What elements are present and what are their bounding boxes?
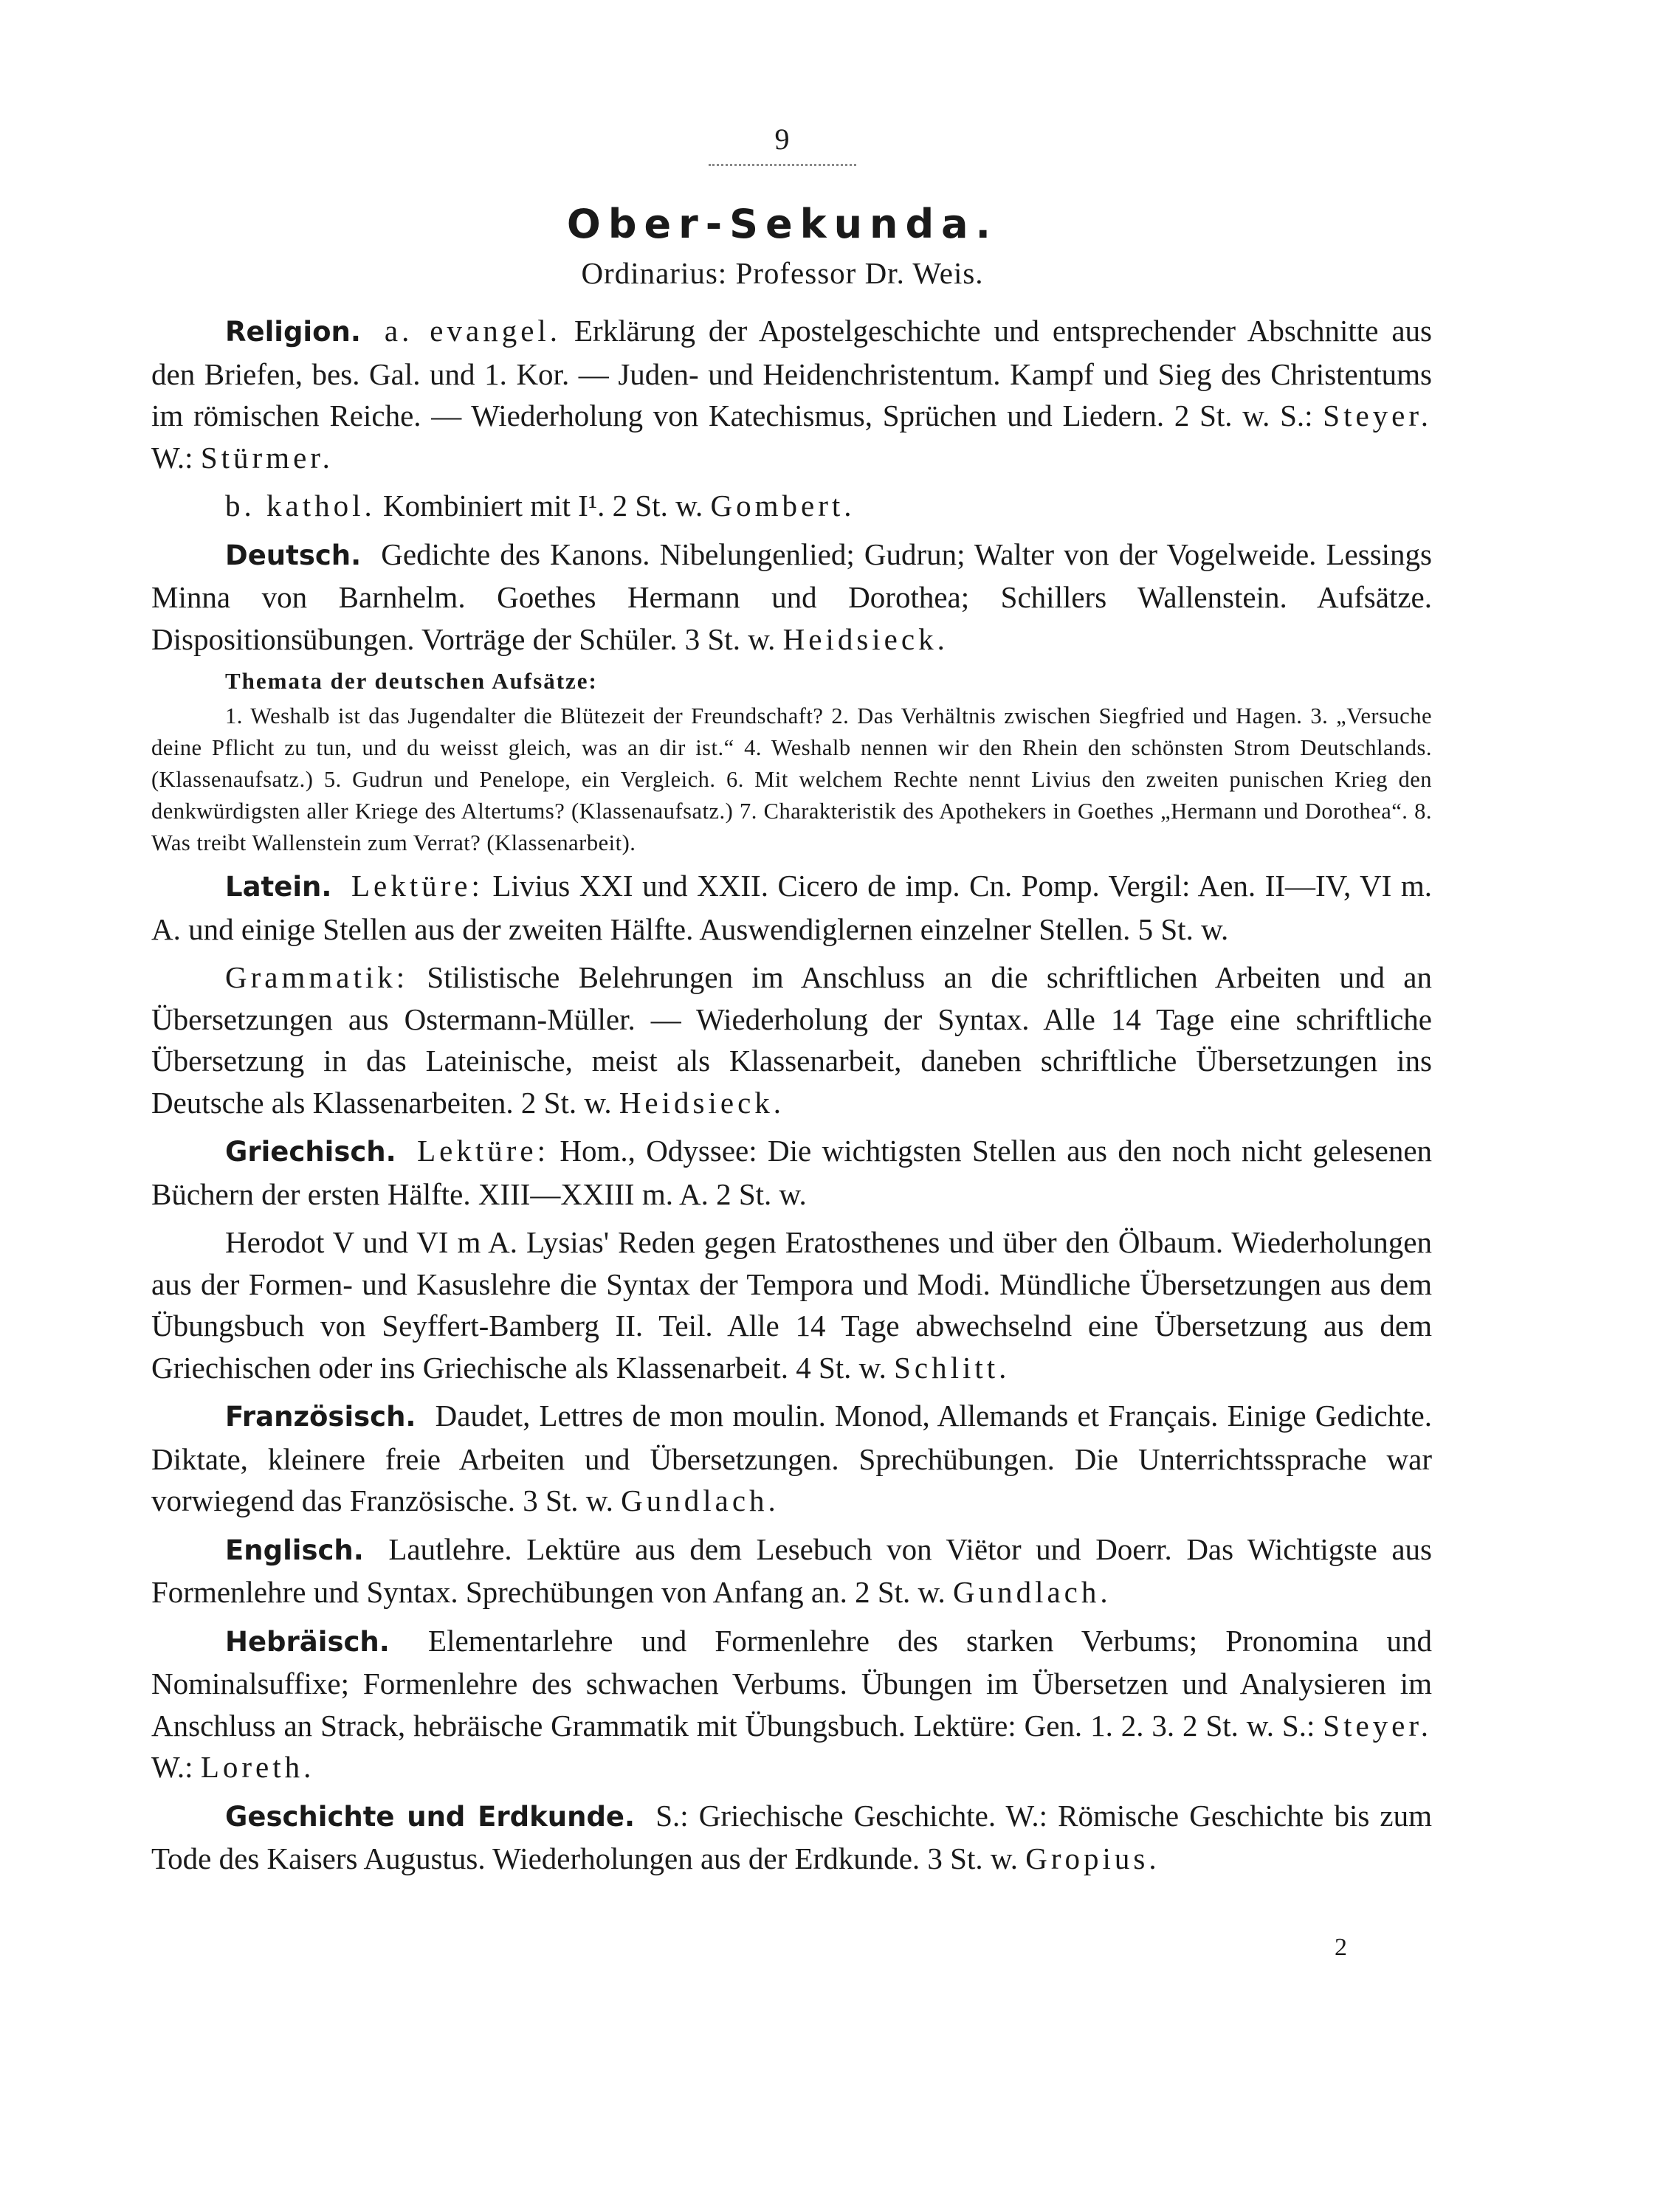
geschichte-text: S.: Griechische Geschichte. W.: Römische Geschichte bis zum Tode des Kaisers Augustus. Wiederholungen aus der Erdkunde. 3 St. w. — [151, 1798, 1433, 1875]
griechisch-text2: Herodot V und VI m A. Lysias' Reden gegen Eratosthenes und über den Ölbaum. Wiederholungen aus der Formen- und Kasuslehre die Syntax der Tempora und Modi. Mündliche Übersetzungen aus dem Übungsbuch von Seyffert-Bamberg II. Teil. Alle 14 Tage abwechselnd eine Übersetzung aus dem Griechischen oder ins Griechische als Klassenarbeit. 4 St. w. — [151, 1225, 1432, 1385]
deutsch-teacher: Heidsieck. — [782, 621, 949, 656]
religion-a-mid: W.: — [151, 440, 193, 475]
franzoesisch-text: Daudet, Lettres de mon moulin. Monod, Allemands et Français. Einige Gedichte. Diktate, kleinere freie Arbeiten und Übersetzungen. Sprechübungen. Die Unterrichtssprache war vorwiegend das Französische. 3 St. w. — [151, 1399, 1433, 1517]
latein-lektuere-label: Lektüre: — [351, 869, 483, 903]
latein-grammatik-teacher: Heidsieck. — [619, 1085, 785, 1120]
hebraeisch-teacher1: Steyer. — [1323, 1708, 1433, 1743]
section-religion-b — [151, 485, 1432, 527]
latein-grammatik-label: Grammatik: — [225, 960, 409, 994]
section-heading-englisch: Englisch. — [225, 1534, 364, 1566]
hebraeisch-mid: W.: — [151, 1750, 193, 1784]
griechisch-text: Hom., Odyssee: Die wichtigsten Stellen aus den noch nicht gelesenen Büchern der ersten Hälfte. XIII—XXIII m. A. 2 St. w. — [151, 1134, 1433, 1211]
header-rule — [709, 164, 856, 166]
griechisch-teacher: Schlitt. — [894, 1350, 1011, 1385]
englisch-teacher: Gundlach. — [952, 1575, 1112, 1609]
section-heading-religion: Religion. — [225, 316, 361, 348]
signature-mark: 2 — [1335, 1934, 1347, 1961]
englisch-text: Lautlehre. Lektüre aus dem Lesebuch von Viëtor und Doerr. Das Wichtigste aus Formenlehre und Syntax. Sprechübungen von Anfang an. 2 St. w. — [151, 1531, 1433, 1609]
section-griechisch — [151, 1130, 1432, 1215]
section-griechisch-2 — [151, 1221, 1432, 1388]
religion-a-label: a. evangel. — [384, 314, 562, 348]
section-latein — [151, 865, 1432, 950]
religion-b-teacher: Gombert. — [710, 489, 856, 523]
section-latein-grammatik — [151, 957, 1432, 1123]
latein-grammatik-text: Stilistische Belehrungen im Anschluss an die schriftlichen Arbeiten und an Übersetzungen aus Ostermann-Müller. — Wiederholung der Syntax. Alle 14 Tage eine schriftliche Übersetzung in das Lateinische, meist als Klassenarbeit, daneben schriftliche Übersetzungen ins Deutsche als Klassenarbeiten. 2 St. w. — [151, 960, 1433, 1120]
section-heading-geschichte: Geschichte und Erdkunde. — [225, 1800, 636, 1833]
page-number: 9 — [774, 123, 791, 156]
curriculum-body — [151, 310, 1432, 1886]
section-heading-franzoesisch: Französisch. — [225, 1401, 416, 1433]
themata-heading: Themata der deutschen Aufsätze: — [225, 668, 598, 694]
section-hebraeisch — [151, 1620, 1432, 1788]
geschichte-teacher: Gropius. — [1025, 1841, 1160, 1875]
religion-a-text: Erklärung der Apostelgeschichte und entsprechender Abschnitte aus den Briefen, bes. Gal. und 1. Kor. — Juden- und Heidenchristentum. Kampf und Sieg des Christentums im römischen Reiche. — Wiederholung von Katechismus, Sprüchen und Liedern. 2 St. w. S.: — [151, 314, 1433, 433]
section-geschichte — [151, 1795, 1432, 1880]
page-subtitle: Ordinarius: Professor Dr. Weis. — [581, 256, 984, 290]
deutsch-text: Gedichte des Kanons. Nibelungenlied; Gudrun; Walter von der Vogelweide. Lessings Minna von Barnhelm. Goethes Hermann und Dorothea; Schillers Wallenstein. Aufsätze. Dispositionsübungen. Vorträge der Schüler. 3 St. w. — [151, 537, 1433, 656]
page-title: Ober-Sekunda. — [566, 201, 999, 247]
section-deutsch — [151, 534, 1432, 661]
hebraeisch-teacher2: Loreth. — [200, 1750, 315, 1784]
section-heading-hebraeisch: Hebräisch. — [225, 1625, 390, 1658]
religion-a-teacher1: Steyer. — [1323, 399, 1432, 433]
section-heading-griechisch: Griechisch. — [225, 1136, 396, 1168]
religion-b-text: Kombiniert mit I¹. 2 St. w. — [382, 489, 703, 523]
franzoesisch-teacher: Gundlach. — [621, 1484, 779, 1517]
section-heading-latein: Latein. — [225, 871, 332, 903]
latein-text: Livius XXI und XXII. Cicero de imp. Cn. Pomp. Vergil: Aen. II—IV, VI m. A. und einige Stellen aus der zweiten Hälfte. Auswendiglernen einzelner Stellen. 5 St. w. — [151, 869, 1433, 946]
section-heading-deutsch: Deutsch. — [225, 539, 362, 571]
section-religion-a — [151, 310, 1432, 478]
religion-b-label: b. kathol. — [225, 489, 376, 523]
hebraeisch-text: Elementarlehre und Formenlehre des starken Verbums; Pronomina und Nominalsuffixe; Formenlehre des schwachen Verbums. Übungen im Übersetzen und Analysieren im Anschluss an Strack, hebräische Grammatik mit Übungsbuch. Lektüre: Gen. 1. 2. 3. 2 St. w. S.: — [151, 1623, 1433, 1743]
griechisch-lektuere-label: Lektüre: — [417, 1134, 549, 1168]
section-franzoesisch — [151, 1395, 1432, 1522]
themata-list: 1. Weshalb ist das Jugendalter die Blütezeit der Freundschaft? 2. Das Verhältnis zwischen Siegfried und Hagen. 3. „Versuche deine Pflicht zu tun, und du weisst gleich, was an dir ist.“ 4. Weshalb nennen wir den Rhein den schönsten Strom Deutschlands. (Klassenaufsatz.) 5. Gudrun und Penelope, ein Vergleich. 6. Mit welchem Rechte nennt Livius den zweiten punischen Krieg den denkwürdigsten aller Kriege des Altertums? (Klassenaufsatz.) 7. Charakteristik des Apothekers in Goethes „Hermann und Dorothea“. 8. Was treibt Wallenstein zum Verrat? (Klassenarbeit). — [151, 703, 1432, 855]
section-englisch — [151, 1529, 1432, 1613]
religion-a-teacher2: Stürmer. — [200, 440, 334, 475]
